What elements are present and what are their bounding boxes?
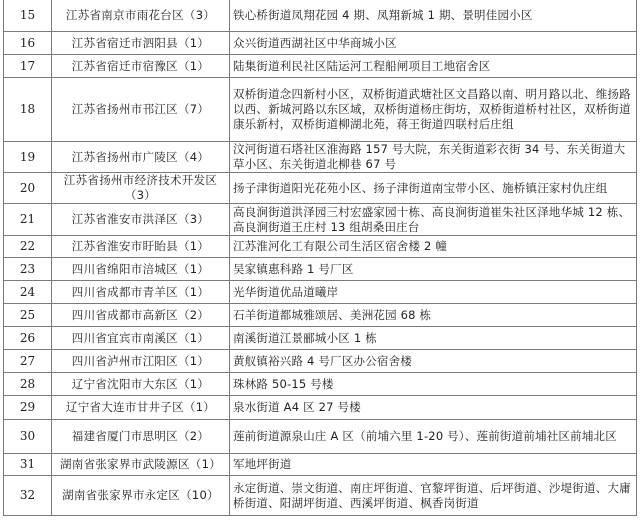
row-number: 15: [4, 0, 52, 32]
location-detail: 扬子津街道阳光花苑小区、扬子津街道南宝带小区、施桥镇汪家村仇庄组: [230, 173, 637, 204]
table-row: [4, 204, 637, 236]
table-row: [4, 350, 637, 373]
row-number: 31: [4, 454, 52, 476]
area-name: 江苏省扬州市经济技术开发区（3）: [52, 173, 230, 204]
area-name: 四川省成都市高新区（2）: [52, 304, 230, 327]
row-number: 17: [4, 55, 52, 78]
table-row: [4, 373, 637, 396]
table-row: [4, 396, 637, 420]
area-name: 江苏省淮安市洪泽区（3）: [52, 204, 230, 236]
area-name: 福建省厦门市思明区（2）: [52, 420, 230, 454]
table-row: [4, 420, 637, 454]
table-row: [4, 173, 637, 204]
location-detail: 珠林路 50-15 号楼: [230, 373, 637, 396]
area-name: 江苏省宿迁市泗阳县（1）: [52, 32, 230, 55]
location-detail: 高良涧街道洪泽园三村宏盛家园十栋、高良涧街道崔朱社区泽地华城 12 栋、高良涧街道王庄村 13 组胡桑田庄台: [230, 204, 637, 236]
row-number: 21: [4, 204, 52, 236]
row-number: 16: [4, 32, 52, 55]
location-detail: 永定街道、崇文街道、南庄坪街道、官黎坪街道、后坪街道、沙堤街道、大庸桥街道、阳湖坪街道、西溪坪街道、枫香岗街道: [230, 476, 637, 516]
location-detail: 江苏淮河化工有限公司生活区宿舍楼 2 幢: [230, 236, 637, 258]
area-name: 四川省泸州市江阳区（1）: [52, 350, 230, 373]
table-row: [4, 0, 637, 32]
location-detail: 光华街道优品道曦岸: [230, 281, 637, 304]
location-detail: 军地坪街道: [230, 454, 637, 476]
location-detail: 吴家镇惠科路 1 号厂区: [230, 258, 637, 281]
row-number: 22: [4, 236, 52, 258]
area-name: 辽宁省沈阳市大东区（1）: [52, 373, 230, 396]
area-name: 江苏省宿迁市宿豫区（1）: [52, 55, 230, 78]
table-row: [4, 476, 637, 516]
table-row: [4, 281, 637, 304]
row-number: 19: [4, 142, 52, 173]
table-row: [4, 55, 637, 78]
location-detail: 泉水街道 A4 区 27 号楼: [230, 396, 637, 420]
area-name: 湖南省张家界市武陵源区（1）: [52, 454, 230, 476]
location-detail: 石羊街道都城雅颂居、美洲花园 68 栋: [230, 304, 637, 327]
area-name: 江苏省南京市雨花台区（3）: [52, 0, 230, 32]
row-number: 24: [4, 281, 52, 304]
table-row: [4, 258, 637, 281]
table-row: [4, 327, 637, 350]
table-row: [4, 236, 637, 258]
location-detail: 黄舣镇裕兴路 4 号厂区办公宿舍楼: [230, 350, 637, 373]
area-name: 四川省成都市青羊区（1）: [52, 281, 230, 304]
row-number: 20: [4, 173, 52, 204]
area-name: 江苏省扬州市广陵区（4）: [52, 142, 230, 173]
table-row: [4, 32, 637, 55]
row-number: 26: [4, 327, 52, 350]
location-detail: 莲前街道源泉山庄 A 区（前埔六里 1-20 号）、莲前街道前埔社区前埔北区: [230, 420, 637, 454]
area-name: 湖南省张家界市永定区（10）: [52, 476, 230, 516]
area-name: 四川省绵阳市涪城区（1）: [52, 258, 230, 281]
row-number: 32: [4, 476, 52, 516]
area-name: 四川省宜宾市南溪区（1）: [52, 327, 230, 350]
row-number: 29: [4, 396, 52, 420]
location-detail: 铁心桥街道凤翔花园 4 期、凤翔新城 1 期、景明佳园小区: [230, 0, 637, 32]
location-detail: 众兴街道西湖社区中华商城小区: [230, 32, 637, 55]
table-row: [4, 454, 637, 476]
table-row: [4, 142, 637, 173]
area-name: 辽宁省大连市甘井子区（1）: [52, 396, 230, 420]
table-row: [4, 304, 637, 327]
location-detail: 陆集街道利民社区陆运河工程船闸项目工地宿舍区: [230, 55, 637, 78]
row-number: 28: [4, 373, 52, 396]
row-number: 25: [4, 304, 52, 327]
location-detail: 汶河街道石塔社区淮海路 157 号大院，东关街道彩衣街 34 号、东关街道大草小区、东关街道北柳巷 67 号: [230, 142, 637, 173]
row-number: 30: [4, 420, 52, 454]
location-detail: 双桥街道念四新村小区，双桥街道武塘社区文昌路以南、明月路以北、维扬路以西、新城河路以东区域，双桥街道杨庄街坊，双桥街道桥村社区，双桥街道康乐新村，双桥街道柳湖北苑，蒋王街道四联村后庄组: [230, 78, 637, 142]
row-number: 18: [4, 78, 52, 142]
risk-area-table: [3, 0, 637, 516]
table-row: [4, 78, 637, 142]
row-number: 23: [4, 258, 52, 281]
area-name: 江苏省扬州市邗江区（7）: [52, 78, 230, 142]
area-name: 江苏省淮安市盱眙县（1）: [52, 236, 230, 258]
location-detail: 南溪街道江景郦城小区 1 栋: [230, 327, 637, 350]
row-number: 27: [4, 350, 52, 373]
